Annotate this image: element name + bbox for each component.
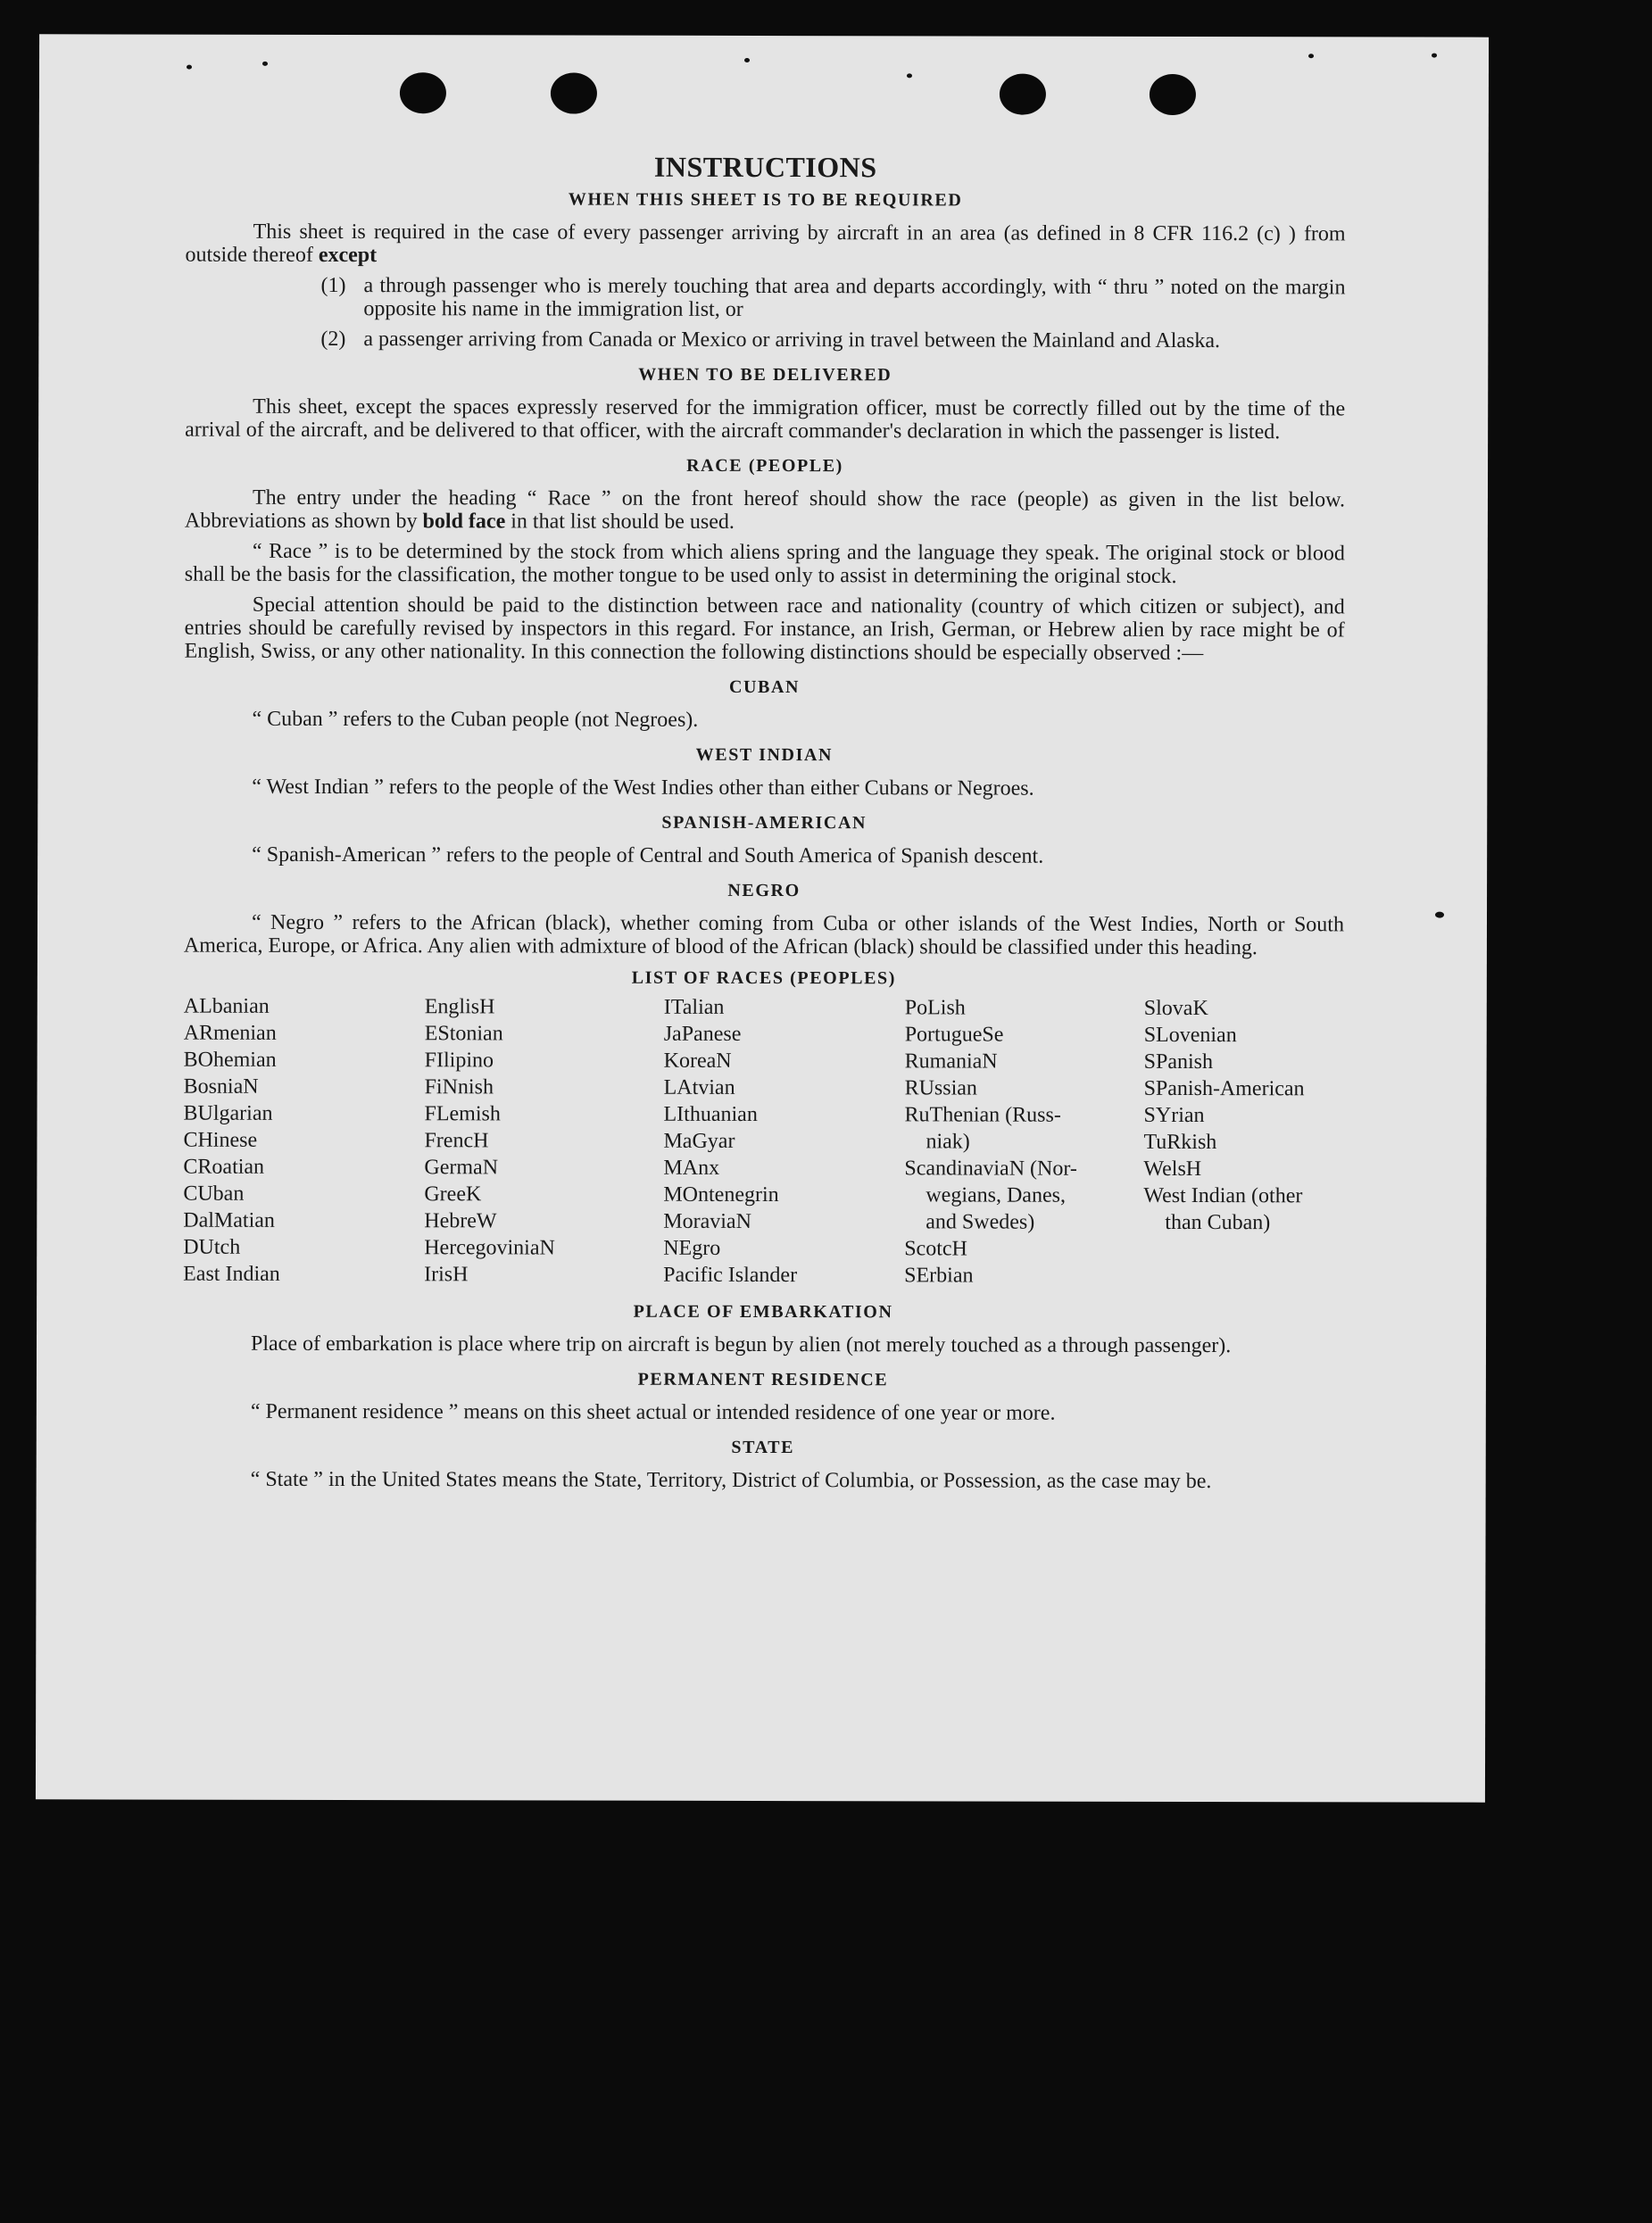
- race-entry: MoraviaN: [663, 1209, 751, 1233]
- race-entry: SErbian: [904, 1264, 974, 1288]
- section-residence: [183, 1368, 1343, 1426]
- item-text: a through passenger who is merely touching that area and departs accordingly, with “ thru ” noted on the margin opposite his name in the immigration list, or: [363, 274, 1346, 321]
- paragraph: [186, 220, 1346, 270]
- race-entry: FiNnish: [424, 1075, 494, 1099]
- paper-speck: [907, 73, 912, 78]
- section-heading: NEGRO: [727, 880, 801, 901]
- paragraph: [185, 486, 1345, 535]
- race-entry: EStonian: [424, 1022, 503, 1046]
- race-entry: WelsH: [1143, 1157, 1202, 1182]
- paper-speck: [187, 65, 192, 70]
- section-spanish-american: [184, 811, 1344, 869]
- race-entry: ARmenian: [183, 1021, 277, 1045]
- race-entry: niak): [926, 1130, 970, 1154]
- section-heading: WHEN TO BE DELIVERED: [638, 364, 892, 386]
- section-heading: CUBAN: [728, 676, 801, 698]
- race-entry: BUlgarian: [183, 1101, 273, 1125]
- race-entry: Pacific Islander: [663, 1263, 798, 1288]
- instructions-text: [183, 149, 1346, 1503]
- punch-hole: [1000, 74, 1046, 115]
- race-entry: RUssian: [904, 1076, 977, 1100]
- punch-hole: [400, 72, 446, 113]
- punch-hole: [551, 73, 597, 114]
- races-column-1: [183, 993, 425, 1289]
- paper-speck: [1435, 912, 1444, 918]
- race-entry: East Indian: [183, 1262, 280, 1286]
- paper-speck: [1432, 54, 1437, 58]
- document-sheet: [36, 34, 1489, 1802]
- race-entry: CUban: [183, 1182, 245, 1206]
- paragraph-text: The entry under the heading “ Race ” on the front hereof should show the race (people) as given in the list below. Abbreviations as shown by: [184, 485, 1346, 534]
- race-entry: LAtvian: [663, 1075, 735, 1099]
- race-entry: ScandinaviaN (Nor-: [904, 1157, 1077, 1181]
- races-table: [183, 993, 1344, 1290]
- section-heading: SPANISH-AMERICAN: [661, 812, 868, 834]
- section-state: [183, 1436, 1343, 1494]
- race-entry: KoreaN: [663, 1049, 732, 1073]
- section-heading: STATE: [731, 1437, 795, 1458]
- race-entry: TuRkish: [1143, 1130, 1217, 1155]
- race-entry: FrencH: [424, 1129, 489, 1153]
- race-entry: HebreW: [424, 1209, 497, 1233]
- race-entry: MaGyar: [663, 1129, 735, 1153]
- race-entry: wegians, Danes,: [926, 1183, 1067, 1207]
- race-entry: PortugueSe: [904, 1023, 1004, 1047]
- section-west-indian: [184, 743, 1344, 801]
- race-entry: CHinese: [183, 1128, 258, 1152]
- races-column-2: [424, 993, 664, 1289]
- paper-speck: [744, 58, 750, 62]
- section-list-of-races: [183, 966, 1344, 1290]
- paragraph: Special attention should be paid to the distinction between race and nationality (country of which citizen or subject), and entries should be carefully revised by inspectors in this regard. For instance, an Irish, German, or Hebrew alien by race might be of English, Swiss, or any other nationality. In this connection the following distinctions should be especially observed :—: [184, 593, 1345, 666]
- paragraph-text: in that list should be used.: [511, 510, 735, 534]
- paragraph: Place of embarkation is place where trip on aircraft is begun by alien (not merely touched as a through passenger).: [250, 1331, 1232, 1358]
- punch-hole: [1150, 74, 1196, 115]
- race-entry: RuThenian (Russ-: [904, 1103, 1061, 1127]
- list-item: [320, 328, 1345, 353]
- race-entry: RumaniaN: [904, 1049, 998, 1074]
- race-entry: GreeK: [424, 1182, 482, 1207]
- section-embarkation: [183, 1300, 1343, 1358]
- race-entry: BosniaN: [183, 1074, 259, 1099]
- section-heading: PLACE OF EMBARKATION: [633, 1301, 893, 1323]
- section-required: [185, 188, 1345, 353]
- race-entry: MAnx: [663, 1156, 720, 1180]
- paragraph: “ State ” in the United States means the State, Territory, District of Columbia, or Possession, as the case may be.: [250, 1467, 1212, 1494]
- race-entry: SYrian: [1143, 1103, 1205, 1128]
- page-title: INSTRUCTIONS: [653, 150, 877, 184]
- section-cuban: [184, 676, 1344, 734]
- race-entry: JaPanese: [663, 1022, 742, 1046]
- race-entry: ITalian: [663, 995, 725, 1019]
- races-column-5: [1143, 995, 1344, 1290]
- race-entry: GermaN: [424, 1156, 499, 1180]
- paragraph: “ Spanish-American ” refers to the people of Central and South America of Spanish descent.: [252, 842, 1044, 868]
- paragraph: “ West Indian ” refers to the people of the West Indies other than either Cubans or Negroes.: [252, 775, 1034, 800]
- race-entry: SPanish-American: [1143, 1076, 1305, 1101]
- race-entry: EnglisH: [424, 995, 495, 1019]
- item-number: (2): [320, 327, 346, 352]
- race-entry: SLovenian: [1143, 1023, 1237, 1048]
- section-heading: PERMANENT RESIDENCE: [637, 1369, 889, 1390]
- race-entry: LIthuanian: [663, 1102, 758, 1126]
- paper-speck: [262, 62, 268, 66]
- list-item: [320, 274, 1345, 322]
- emphasis: bold face: [422, 510, 506, 534]
- race-entry: SPanish: [1143, 1049, 1214, 1074]
- paragraph-text: This sheet is required in the case of every passenger arriving by aircraft in an area (as defined in 8 CFR 116.2 (c) ) from outside thereof: [185, 220, 1346, 267]
- item-number: (1): [320, 273, 346, 298]
- race-entry: and Swedes): [926, 1210, 1035, 1234]
- section-negro: [184, 879, 1344, 960]
- race-entry: SlovaK: [1143, 996, 1208, 1021]
- races-column-4: [904, 994, 1144, 1290]
- race-entry: CRoatian: [183, 1155, 265, 1179]
- section-heading: WHEN THIS SHEET IS TO BE REQUIRED: [568, 189, 963, 211]
- section-heading: RACE (PEOPLE): [686, 455, 843, 477]
- race-entry: FLemish: [424, 1102, 501, 1126]
- race-entry: FIlipino: [424, 1049, 494, 1073]
- race-entry: NEgro: [663, 1236, 721, 1260]
- race-entry: West Indian (other: [1143, 1183, 1303, 1208]
- paper-speck: [1308, 54, 1314, 58]
- section-heading: WEST INDIAN: [695, 744, 834, 766]
- paragraph: This sheet, except the spaces expressly reserved for the immigration officer, must be correctly filled out by the time of the arrival of the aircraft, and be delivered to that officer, with the aircraft commander's declaration in which the passenger is listed.: [185, 394, 1346, 444]
- race-entry: BOhemian: [183, 1048, 277, 1072]
- race-entry: than Cuban): [1165, 1210, 1271, 1235]
- item-text: a passenger arriving from Canada or Mexico or arriving in travel between the Mainland and Alaska.: [363, 328, 1221, 353]
- race-entry: DUtch: [183, 1235, 241, 1259]
- race-entry: IrisH: [424, 1263, 469, 1287]
- race-entry: DalMatian: [183, 1208, 275, 1232]
- race-entry: HercegoviniaN: [424, 1236, 555, 1260]
- race-entry: MOntenegrin: [663, 1182, 779, 1207]
- paragraph: “ Race ” is to be determined by the stock from which aliens spring and the language they speak. The original stock or blood shall be the basis for the classification, the mother tongue to be used only to assist in determining the original stock.: [184, 539, 1345, 588]
- race-entry: PoLish: [904, 996, 966, 1020]
- paragraph: “ Permanent residence ” means on this sheet actual or intended residence of one year or more.: [250, 1399, 1056, 1425]
- section-race: [185, 454, 1345, 666]
- paragraph: “ Cuban ” refers to the Cuban people (not Negroes).: [252, 707, 699, 732]
- section-delivered: [185, 363, 1345, 444]
- race-entry: ALbanian: [183, 994, 270, 1018]
- race-entry: ScotcH: [904, 1237, 967, 1261]
- emphasis: except: [318, 243, 378, 268]
- races-column-3: [663, 994, 905, 1290]
- section-heading: LIST OF RACES (PEOPLES): [631, 967, 897, 989]
- paragraph: “ Negro ” refers to the African (black), whether coming from Cuba or other islands of the West Indies, North or South America, Europe, or Africa. Any alien with admixture of blood of the African (black) should be classified under this heading.: [183, 910, 1345, 960]
